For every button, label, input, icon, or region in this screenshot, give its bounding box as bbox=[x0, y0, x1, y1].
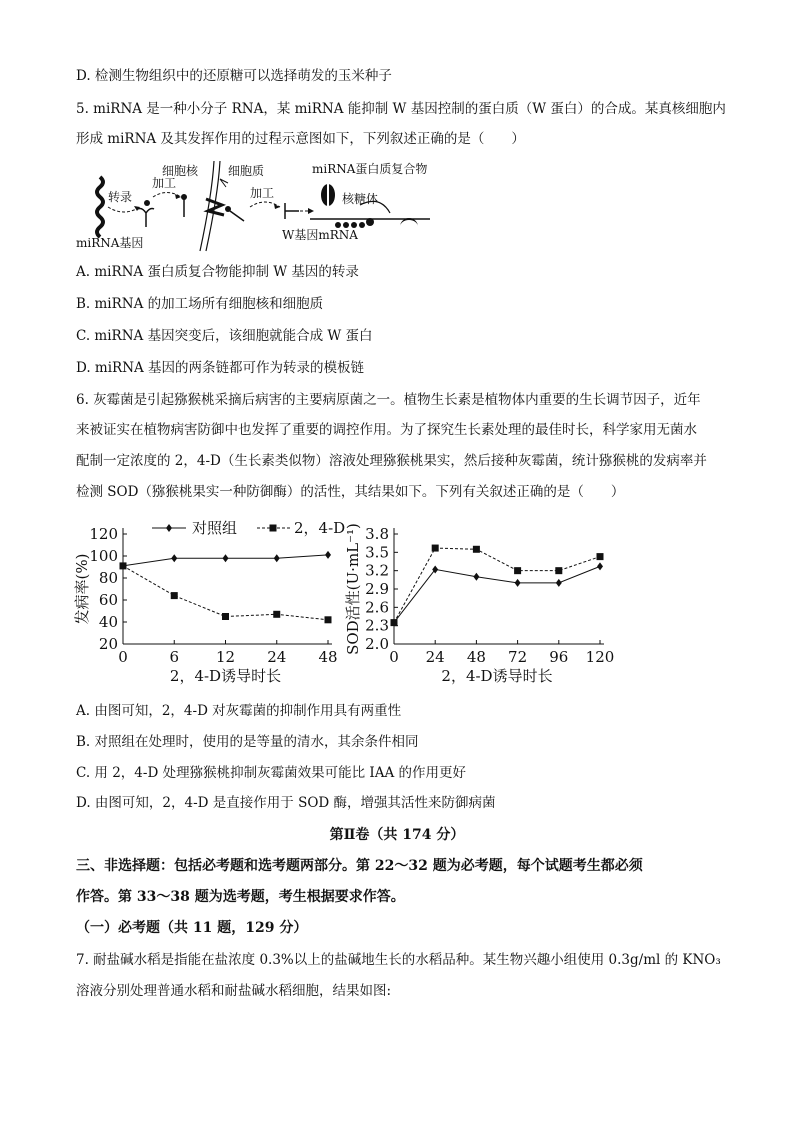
q6-stem-line3: 配制一定浓度的 2，4-D（生长素类似物）溶液处理猕猴桃果实，然后接种灰霉菌，统计猕猴桃的发病率并 bbox=[76, 453, 707, 469]
chart0-legend-marker-0 bbox=[166, 524, 172, 532]
chart1-series-1-point bbox=[514, 567, 521, 574]
q6-stem-line2: 来被证实在植物病害防御中也发挥了重要的调控作用。为了探究生长素处理的最佳时长，科学家用无菌水 bbox=[76, 422, 697, 438]
chart1-series-1-point bbox=[432, 545, 439, 552]
chart0-x-tick-label: 6 bbox=[169, 648, 180, 666]
chart0-y-tick-label: 60 bbox=[98, 591, 118, 609]
chart1-series-1-point bbox=[555, 567, 562, 574]
q6-option-c: C. 用 2，4-D 处理猕猴桃抑制灰霉菌效果可能比 IAA 的作用更好 bbox=[76, 765, 466, 781]
chart1-series-0-point bbox=[473, 573, 479, 581]
chart0-y-tick-label: 120 bbox=[89, 525, 118, 543]
chart0-series-1-point bbox=[325, 616, 332, 623]
chart1-x-tick-label: 48 bbox=[466, 648, 486, 666]
chart0-series-0-point bbox=[325, 551, 331, 559]
chart1-x-tick-label: 120 bbox=[585, 648, 615, 666]
chart0-x-tick-label: 12 bbox=[215, 648, 236, 666]
chart0-series-0-point bbox=[274, 554, 280, 562]
chart1-x-tick-label: 72 bbox=[508, 648, 528, 666]
chart0-y-tick-label: 40 bbox=[98, 613, 118, 631]
chart1-y-tick-label: 2.6 bbox=[365, 598, 389, 617]
chart1-series-1-point bbox=[597, 553, 604, 560]
chart0-series-1-point bbox=[273, 611, 280, 618]
q7-stem-line2: 溶液分别处理普通水稻和耐盐碱水稻细胞，结果如图: bbox=[76, 983, 392, 999]
chart0-x-tick-label: 24 bbox=[267, 648, 287, 666]
chart0-series-1-line bbox=[123, 566, 328, 620]
chart0-x-tick-label: 48 bbox=[318, 648, 338, 666]
q6-stem-line1: 6. 灰霉菌是引起猕猴桃采摘后病害的主要病原菌之一。植物生长素是植物体内重要的生长调节因子，近年 bbox=[76, 392, 701, 408]
transcription-label: 转录 bbox=[108, 190, 133, 204]
chart1-series-1-point bbox=[391, 619, 398, 626]
q6-stem-line4: 检测 SOD（猕猴桃果实一种防御酶）的活性，其结果如下。下列有关叙述正确的是（ ） bbox=[76, 484, 625, 500]
chart0-legend-marker-1 bbox=[270, 525, 277, 532]
chart0-legend-label-1: 2，4-D bbox=[294, 519, 346, 537]
mature-mirna bbox=[285, 203, 299, 219]
chart1-series-0-line bbox=[394, 566, 600, 622]
chart0-legend-label-0: 对照组 bbox=[192, 519, 238, 537]
ribosome-label: 核糖体 bbox=[342, 192, 379, 206]
chart1-y-tick-label: 3.2 bbox=[365, 561, 389, 580]
volume-2-heading: 第Ⅱ卷（共 174 分） bbox=[329, 827, 465, 843]
w-mrna-label: W基因mRNA bbox=[282, 228, 358, 242]
q5-option-b: B. miRNA 的加工场所有细胞核和细胞质 bbox=[76, 296, 324, 312]
chart1-x-tick-label: 0 bbox=[389, 648, 399, 666]
processing-label-2: 加工 bbox=[250, 186, 275, 200]
chart1-x-tick-label: 24 bbox=[425, 648, 445, 666]
q5-stem-line2: 形成 miRNA 及其发挥作用的过程示意图如下，下列叙述正确的是（ ） bbox=[76, 131, 525, 147]
chart0-x-tick-label: 0 bbox=[118, 648, 128, 666]
chart1-x-axis-label: 2，4-D诱导时长 bbox=[441, 667, 553, 685]
chart0-series-1-point bbox=[222, 613, 229, 620]
chart0-y-axis-label: 发病率(%) bbox=[73, 553, 91, 625]
q6-option-a: A. 由图可知，2，4-D 对灰霉菌的抑制作用具有两重性 bbox=[76, 703, 402, 719]
subsection-required: （一）必考题（共 11 题，129 分） bbox=[76, 920, 308, 936]
complex-label: miRNA蛋白质复合物 bbox=[312, 162, 428, 176]
q5-stem-line1: 5. miRNA 是一种小分子 RNA，某 miRNA 能抑制 W 基因控制的蛋白质（W 蛋白）的合成。某真核细胞内 bbox=[76, 101, 726, 117]
cytoplasm-label: 细胞质 bbox=[228, 164, 265, 178]
chart1-series-1-point bbox=[473, 546, 480, 553]
chart1-series-1-line bbox=[394, 548, 600, 623]
q5-option-d: D. miRNA 基因的两条链都可作为转录的模板链 bbox=[76, 360, 365, 376]
pri-mirna-hairpin bbox=[138, 209, 154, 228]
incidence-chart bbox=[0, 510, 794, 690]
q4-option-d: D. 检测生物组织中的还原糖可以选择萌发的玉米种子 bbox=[76, 68, 392, 84]
mirna-gene-label: miRNA基因 bbox=[76, 236, 144, 250]
chart1-x-tick-label: 96 bbox=[549, 648, 569, 666]
mirna-gene-helix bbox=[97, 177, 103, 237]
q6-option-d: D. 由图可知，2，4-D 是直接作用于 SOD 酶，增强其活性来防御病菌 bbox=[76, 795, 496, 811]
section-3-line1: 三、非选择题：包括必考题和选考题两部分。第 22～32 题为必考题，每个试题考生都必须 bbox=[76, 858, 643, 874]
chart0-series-0-point bbox=[171, 554, 177, 562]
chart1-y-tick-label: 2.3 bbox=[365, 616, 389, 635]
q5-option-c: C. miRNA 基因突变后，该细胞就能合成 W 蛋白 bbox=[76, 328, 373, 344]
chart0-series-1-point bbox=[171, 592, 178, 599]
nucleus-label: 细胞核 bbox=[162, 164, 199, 178]
chart0-x-axis-label: 2，4-D诱导时长 bbox=[169, 667, 282, 685]
chart1-y-tick-label: 2.0 bbox=[365, 635, 389, 653]
q5-option-a: A. miRNA 蛋白质复合物能抑制 W 基因的转录 bbox=[76, 264, 359, 280]
section-3-line2: 作答。第 33～38 题为选考题，考生根据要求作答。 bbox=[76, 889, 405, 905]
chart1-y-tick-label: 3.5 bbox=[365, 543, 389, 562]
nuclear-membrane bbox=[200, 161, 214, 251]
chart1-y-axis-label: SOD活性(U·mL⁻¹) bbox=[344, 523, 362, 655]
chart0-y-tick-label: 100 bbox=[89, 547, 118, 565]
chart0-series-1-point bbox=[120, 562, 127, 569]
chart1-y-tick-label: 2.9 bbox=[365, 580, 389, 598]
chart1-series-0-point bbox=[556, 579, 562, 587]
chart1-y-tick-label: 3.8 bbox=[365, 525, 389, 543]
q6-option-b: B. 对照组在处理时，使用的是等量的清水，其余条件相同 bbox=[76, 734, 419, 750]
chart1-series-0-point bbox=[597, 562, 603, 570]
chart0-y-tick-label: 80 bbox=[98, 569, 118, 587]
chart1-series-0-point bbox=[515, 579, 521, 587]
chart0-y-tick-label: 20 bbox=[98, 635, 118, 653]
mirna-process-diagram bbox=[0, 155, 794, 255]
q7-stem-line1: 7. 耐盐碱水稻是指能在盐浓度 0.3%以上的盐碱地生长的水稻品种。某生物兴趣小组使用 0.3g/ml 的 KNO₃ bbox=[76, 952, 721, 968]
chart0-series-0-point bbox=[223, 554, 229, 562]
processing-label-1: 加工 bbox=[152, 176, 177, 190]
